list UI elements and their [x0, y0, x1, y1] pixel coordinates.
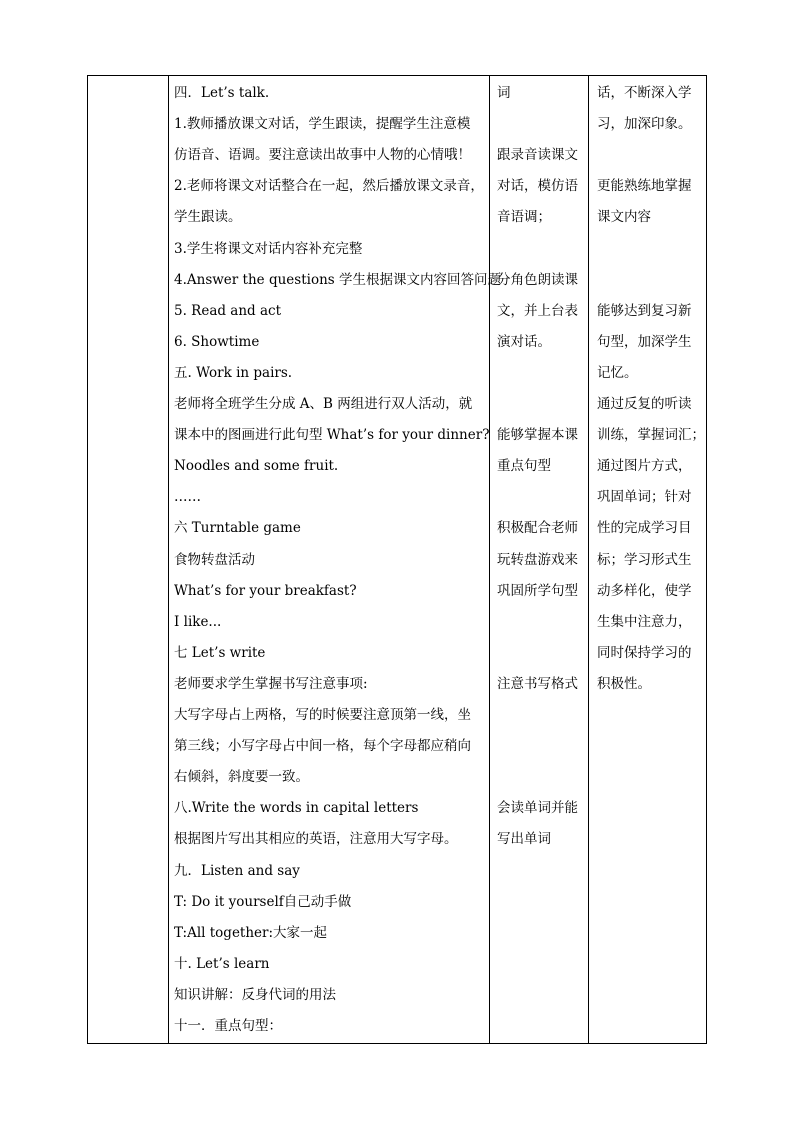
intention-line: 积极性。	[597, 675, 651, 692]
activity-line: 4.Answer the questions 学生根据课文内容回答问题	[174, 271, 501, 288]
activity-line: 第三线；小写字母占中间一格，每个字母都应稍向	[174, 738, 471, 755]
intention-line: 巩固单词；针对	[597, 489, 692, 506]
activity-line: 3.学生将课文对话内容补充完整	[174, 240, 363, 257]
intention-line: 动多样化，使学	[597, 582, 692, 599]
activity-line: 十. Let’s learn	[174, 955, 270, 972]
intention-line: 训练，掌握词汇；	[597, 427, 705, 444]
activity-line: 七 Let’s write	[174, 644, 266, 661]
student-activities-column	[497, 76, 585, 1043]
student-activity-line: 分角色朗读课	[497, 271, 578, 288]
teaching-activities-column	[174, 76, 501, 1043]
activity-line: 六 Turntable game	[174, 520, 301, 537]
activity-line: 课本中的图画进行此句型 What’s for your dinner?	[174, 427, 490, 444]
activity-line: ……	[174, 489, 201, 506]
intention-line: 课文内容	[597, 209, 651, 226]
activity-line: 食物转盘活动	[174, 551, 255, 568]
intention-line: 句型，加深学生	[597, 333, 692, 350]
activity-line: 2.老师将课文对话整合在一起，然后播放课文录音，	[174, 178, 484, 195]
column-divider	[588, 76, 589, 1043]
intention-line: 记忆。	[597, 364, 638, 381]
student-activity-line: 词	[497, 85, 511, 101]
design-intention-column	[597, 76, 705, 1043]
intention-line: 能够达到复习新	[597, 302, 692, 319]
activity-line: 八.Write the words in capital letters	[174, 800, 419, 817]
student-activity-line: 会读单词并能	[497, 800, 578, 817]
activity-line: T: Do it yourself自己动手做	[174, 893, 352, 910]
column-divider	[489, 76, 490, 1043]
activity-line: 仿语音、语调。要注意读出故事中人物的心情哦！	[174, 147, 471, 164]
activity-line: 十一．重点句型：	[174, 1018, 282, 1034]
activity-line: 大写字母占上两格，写的时候要注意顶第一线，坐	[174, 707, 471, 723]
activity-line: 四．Let’s talk.	[174, 85, 270, 101]
activity-line: 5. Read and act	[174, 302, 282, 319]
intention-line: 同时保持学习的	[597, 644, 692, 661]
activity-line: 1.教师播放课文对话，学生跟读，提醒学生注意模	[174, 116, 471, 133]
activity-line: Noodles and some fruit.	[174, 458, 339, 475]
student-activity-line: 跟录音读课文	[497, 147, 578, 164]
activity-line: 知识讲解：反身代词的用法	[174, 986, 336, 1003]
intention-line: 通过图片方式，	[597, 458, 692, 475]
activity-line: 右倾斜，斜度要一致。	[174, 769, 309, 786]
student-activity-line: 音语调；	[497, 209, 551, 226]
intention-line: 通过反复的听读	[597, 396, 692, 412]
intention-line: 习，加深印象。	[597, 116, 692, 133]
student-activity-line: 重点句型	[497, 458, 551, 475]
student-activity-line: 巩固所学句型	[497, 582, 578, 599]
student-activity-line: 注意书写格式	[497, 675, 578, 692]
activity-line: I like...	[174, 613, 222, 630]
activity-line: 6. Showtime	[174, 333, 260, 350]
student-activity-line: 积极配合老师	[497, 520, 578, 537]
student-activity-line: 演对话。	[497, 333, 551, 350]
student-activity-line: 写出单词	[497, 831, 551, 848]
student-activity-line: 玩转盘游戏来	[497, 551, 578, 568]
activity-line: 老师将全班学生分成 A、B 两组进行双人活动，就	[174, 396, 473, 412]
lesson-plan-table	[87, 75, 707, 1044]
activity-line: 五. Work in pairs.	[174, 364, 293, 381]
student-activity-line: 能够掌握本课	[497, 427, 578, 444]
activity-line: 学生跟读。	[174, 209, 242, 226]
activity-line: What’s for your breakfast?	[174, 582, 357, 599]
activity-line: 老师要求学生掌握书写注意事项:	[174, 675, 368, 692]
student-activity-line: 文，并上台表	[497, 302, 578, 319]
intention-line: 话，不断深入学	[597, 85, 692, 101]
intention-line: 标；学习形式生	[597, 551, 692, 568]
intention-line: 更能熟练地掌握	[597, 178, 692, 195]
intention-line: 性的完成学习目	[597, 520, 692, 537]
student-activity-line: 对话，模仿语	[497, 178, 578, 195]
activity-line: T:All together:大家一起	[174, 924, 328, 941]
activity-line: 根据图片写出其相应的英语，注意用大写字母。	[174, 831, 458, 848]
activity-line: 九．Listen and say	[174, 862, 300, 879]
column-divider	[168, 76, 169, 1043]
intention-line: 生集中注意力，	[597, 613, 692, 630]
